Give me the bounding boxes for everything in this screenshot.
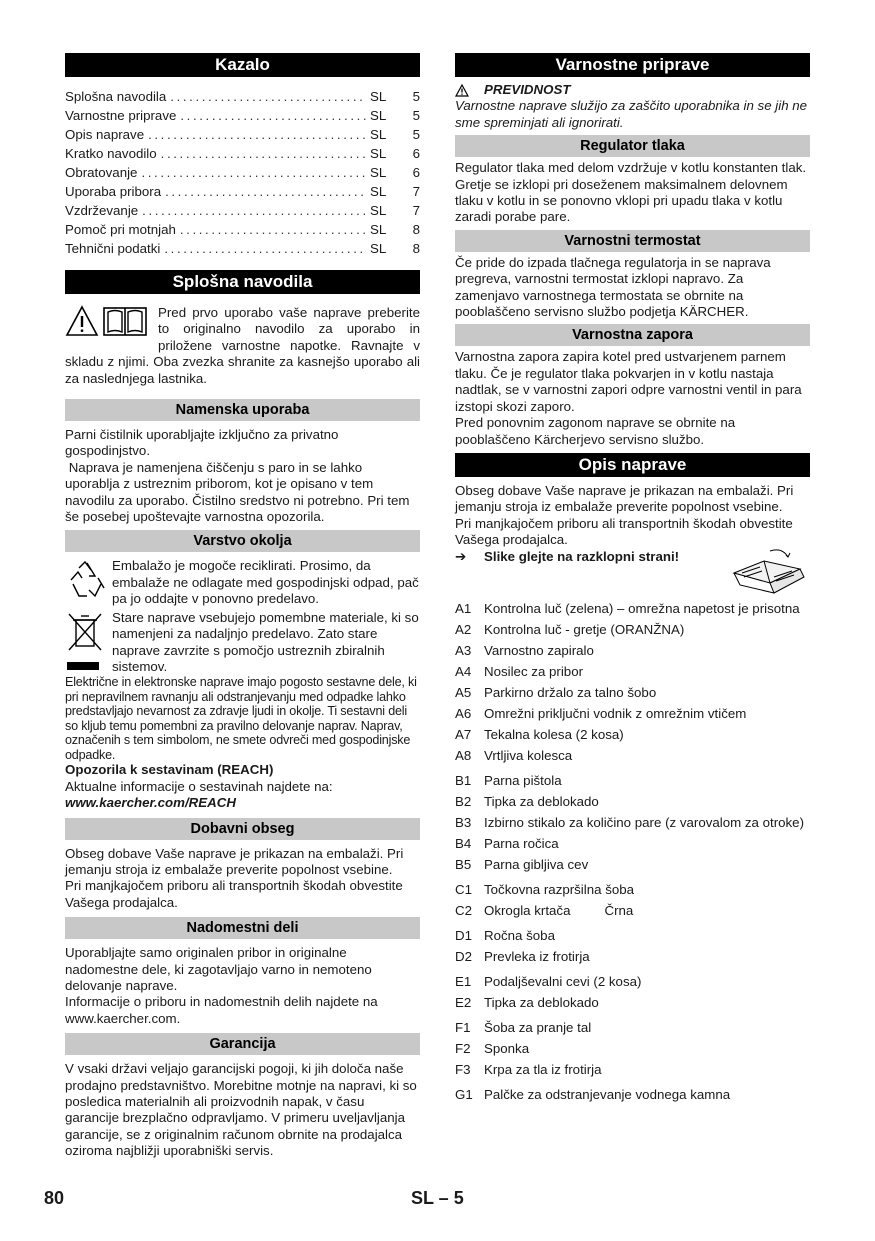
part-item — [455, 903, 810, 924]
part-item — [455, 727, 810, 748]
part-code: A7 — [455, 726, 472, 742]
part-text — [484, 706, 810, 727]
part-label: Parna ročica — [484, 835, 559, 851]
intended-use-text-2: Naprava je namenjena čiščenju s paro in se lahko uporablja z ustreznim priborom, kot je opisano v tem navodilu za uporabo. Čistilno sredstvo ni potrebno. Pri tem še posebej upoštevajte varnostna opozorila. — [65, 459, 414, 525]
table-of-contents — [65, 89, 420, 260]
part-item — [455, 836, 810, 857]
part-text — [484, 928, 810, 949]
part-code: C2 — [455, 902, 472, 918]
toc-entry-lang: SL — [370, 184, 387, 199]
thermostat-text: Če pride do izpada tlačnega regulatorja in se naprava pregreva, varnostni termostat izklopi napravo. Za zamenjavo varnostnega termostata se obrnite na pooblaščeno servisno službo podjetja KÄRCHER. — [455, 254, 771, 320]
part-text — [484, 748, 810, 769]
part-label: Sponka — [484, 1040, 530, 1056]
environment-text-1: Embalažo je mogoče reciklirati. Prosimo, da embalaže ne odlagate med gospodinjski odpad, pač pa jo oddajte v ponovno predelavo. — [112, 558, 419, 607]
part-item — [455, 706, 810, 727]
part-text — [484, 727, 810, 748]
part-item — [455, 685, 810, 706]
part-label: Šoba za pranje tal — [484, 1019, 592, 1035]
reach-link[interactable]: www.kaercher.com/REACH — [65, 795, 236, 811]
toc-entry-title: Splošna navodila — [65, 89, 167, 104]
part-extra: Črna — [604, 902, 634, 918]
warranty-heading: Garancija — [65, 1033, 420, 1055]
part-text — [484, 794, 810, 815]
toc-leader-dots — [142, 203, 366, 219]
toc-entry[interactable] — [65, 146, 420, 165]
warranty-text: V vsaki državi veljajo garancijski pogoji, ki jih določa naše prodajno predstavništvo. Morebitne motnje na napravi, ki so posledica materialnih ali proizvodnih napak, v času garancije brezplačno odpravljamo. V primeru uveljavljanja garancije, se z originalnim računom obrnite na prodajalca oziroma najbližji uporabniški servis. — [65, 1061, 417, 1159]
toc-leader-dots — [164, 241, 366, 257]
toc-leader-dots — [170, 89, 366, 105]
toc-leader-dots — [161, 146, 366, 162]
part-item — [455, 949, 810, 970]
fold-out-note: Slike glejte na razklopni strani! — [484, 548, 680, 564]
part-item — [455, 815, 810, 836]
caution-triangle-icon — [455, 84, 469, 97]
part-code: A8 — [455, 747, 472, 763]
toc-entry-page: 7 — [412, 203, 420, 218]
part-code: E1 — [455, 973, 472, 989]
part-label: Nosilec za pribor — [484, 663, 584, 679]
spare-heading: Nadomestni deli — [65, 917, 420, 939]
part-item — [455, 1041, 810, 1062]
part-item — [455, 601, 810, 622]
part-text — [484, 1087, 810, 1108]
part-text — [484, 882, 810, 903]
toc-entry[interactable] — [65, 108, 420, 127]
part-item — [455, 1087, 810, 1108]
caution-label: PREVIDNOST — [484, 82, 571, 97]
part-item — [455, 664, 810, 685]
part-label: Varnostno zapiralo — [484, 642, 594, 658]
part-item — [455, 643, 810, 664]
part-text — [484, 643, 810, 664]
toc-entry-page: 8 — [412, 241, 420, 256]
part-code: F3 — [455, 1061, 471, 1077]
toc-entry-page: 5 — [412, 127, 420, 142]
manual-book-icon — [101, 305, 149, 337]
part-label: Kontrolna luč - gretje (ORANŽNA) — [484, 621, 685, 637]
toc-entry-title: Obratovanje — [65, 165, 138, 180]
part-item — [455, 995, 810, 1016]
part-label: Izbirno stikalo za količino pare (z varovalom za otroke) — [484, 814, 804, 830]
lock-heading: Varnostna zapora — [455, 324, 810, 346]
part-text — [484, 664, 810, 685]
part-label: Palčke za odstranjevanje vodnega kamna — [484, 1086, 731, 1102]
part-code: A5 — [455, 684, 472, 700]
toc-entry-title: Kratko navodilo — [65, 146, 157, 161]
toc-entry-lang: SL — [370, 203, 387, 218]
toc-entry-title: Tehnični podatki — [65, 241, 161, 256]
crossed-bin-icon — [65, 610, 105, 654]
toc-entry-page: 6 — [412, 146, 420, 161]
part-label: Tipka za deblokado — [484, 793, 599, 809]
part-code: G1 — [455, 1086, 473, 1102]
spare-text-2: Informacije o priboru in nadomestnih delih najdete na www.kaercher.com. — [65, 994, 378, 1026]
part-item — [455, 773, 810, 794]
general-intro-text: Pred prvo uporabo vaše naprave preberite to originalno navodilo za uporabo in priložene varnostne napotke. Ravnajte v skladu z njimi. Oba zvezka shranite za kasnejšo uporabo ali za naslednjega lastnika. — [65, 305, 420, 386]
scope-heading: Dobavni obseg — [65, 818, 420, 840]
toc-entry[interactable] — [65, 184, 420, 203]
lock-text-1: Varnostna zapora zapira kotel pred ustvarjenem parnem tlaku. Če je regulator tlaka pokvarjen in v kotlu nastaja nadtlak, se v varnostni zapori odpre varnostni ventil in para izstopi skozi zaporo. — [455, 349, 802, 414]
regulator-heading: Regulator tlaka — [455, 135, 810, 157]
part-label: Parna gibljiva cev — [484, 856, 589, 872]
toc-leader-dots — [180, 108, 366, 124]
part-label: Parna pištola — [484, 772, 562, 788]
intended-use-text-1: Parni čistilnik uporabljajte izključno za privatno gospodinjstvo. — [65, 427, 339, 459]
part-text — [484, 1062, 810, 1083]
part-label: Okrogla krtača — [484, 902, 571, 918]
general-heading: Splošna navodila — [65, 270, 420, 294]
toc-entry-page: 6 — [412, 165, 420, 180]
arrow-icon: ➔ — [455, 548, 467, 564]
part-code: C1 — [455, 881, 472, 897]
bin-bar — [67, 662, 99, 670]
toc-entry-title: Varnostne priprave — [65, 108, 177, 123]
toc-entry-lang: SL — [370, 222, 387, 237]
part-code: F1 — [455, 1019, 471, 1035]
toc-entry-lang: SL — [370, 89, 387, 104]
part-code: E2 — [455, 994, 472, 1010]
device-text-2: Pri manjkajočem priboru ali transportnih škodah obvestite Vašega prodajalca. — [455, 515, 793, 548]
part-text — [484, 601, 810, 622]
part-item — [455, 857, 810, 878]
toc-entry[interactable] — [65, 241, 420, 260]
part-text — [484, 857, 810, 878]
part-text — [484, 903, 810, 924]
part-text — [484, 1041, 810, 1062]
part-text — [484, 685, 810, 706]
part-label: Parkirno držalo za talno šobo — [484, 684, 657, 700]
left-column — [65, 53, 420, 1160]
part-label: Ročna šoba — [484, 927, 555, 943]
toc-entry-title: Uporaba pribora — [65, 184, 162, 199]
environment-heading: Varstvo okolja — [65, 530, 420, 552]
toc-entry[interactable] — [65, 127, 420, 146]
environment-text-3: Električne in elektronske naprave imajo pogosto sestavne dele, ki pri nepravilnem ravnanju ali odstranjevanju med odpadke lahko predstavljajo nevarnost za zdravje ljudi in okolje. Ti sestavni deli so kljub temu pomembni za pravilno delovanje naprav. Naprav, označenih s tem simbolom, ne smete odvreči med gospodinjske odpadke. — [65, 675, 417, 762]
part-text — [484, 622, 810, 643]
part-item — [455, 1020, 810, 1041]
toc-entry-page: 8 — [412, 222, 420, 237]
part-text — [484, 773, 810, 794]
part-code: F2 — [455, 1040, 471, 1056]
toc-leader-dots — [148, 127, 366, 143]
toc-entry-lang: SL — [370, 146, 387, 161]
safety-heading: Varnostne priprave — [455, 53, 810, 77]
part-label: Tekalna kolesa (2 kosa) — [484, 726, 624, 742]
toc-entry-title: Pomoč pri motnjah — [65, 222, 176, 237]
part-item — [455, 794, 810, 815]
part-text — [484, 815, 810, 836]
toc-entry[interactable] — [65, 203, 420, 222]
toc-leader-dots — [165, 184, 366, 200]
device-text-1: Obseg dobave Vaše naprave je prikazan na embalaži. Pri jemanju stroja iz embalaže preverite popolnost vsebine. — [455, 482, 794, 515]
part-code: B1 — [455, 772, 472, 788]
part-text — [484, 1020, 810, 1041]
part-code: A1 — [455, 600, 472, 616]
toc-entry-title: Vzdrževanje — [65, 203, 139, 218]
toc-leader-dots — [180, 222, 366, 238]
part-text — [484, 836, 810, 857]
part-code: D2 — [455, 948, 472, 964]
part-item — [455, 882, 810, 903]
spare-text-1: Uporabljajte samo originalen pribor in originalne nadomestne dele, ki zagotavljajo varno in nemoteno delovanje naprave. — [65, 945, 372, 993]
toc-entry-lang: SL — [370, 127, 387, 142]
part-code: B5 — [455, 856, 472, 872]
part-label: Vrtljiva kolesca — [484, 747, 573, 763]
part-item — [455, 622, 810, 643]
language-page-label: SL – 5 — [411, 1188, 464, 1208]
part-label: Podaljševalni cevi (2 kosa) — [484, 973, 642, 989]
toc-entry-title: Opis naprave — [65, 127, 145, 142]
toc-entry-lang: SL — [370, 165, 387, 180]
toc-entry-lang: SL — [370, 241, 387, 256]
right-column — [455, 53, 810, 1108]
part-text — [484, 995, 810, 1016]
part-code: A4 — [455, 663, 472, 679]
reach-text: Aktualne informacije o sestavinah najdete na: — [65, 778, 333, 794]
part-label: Tipka za deblokado — [484, 994, 599, 1010]
manual-warning-icons — [65, 305, 155, 338]
environment-text-2: Stare naprave vsebujejo pomembne materiale, ki so namenjeni za nadaljnjo predelavo. Zato stare naprave zavrzite s pomočjo ustreznih zbiralnih sistemov. — [112, 609, 419, 674]
part-code: B3 — [455, 814, 472, 830]
part-item — [455, 748, 810, 769]
part-label: Točkovna razpršilna šoba — [484, 881, 635, 897]
part-label: Prevleka iz frotirja — [484, 948, 590, 964]
part-label: Omrežni priključni vodnik z omrežnim vtičem — [484, 705, 747, 721]
foldout-manual-icon — [730, 547, 810, 597]
toc-leader-dots — [141, 165, 366, 181]
warning-triangle-icon — [65, 305, 99, 337]
scope-text-1: Obseg dobave Vaše naprave je prikazan na embalaži. Pri jemanju stroja iz embalaže preverite popolnost vsebine. — [65, 845, 404, 877]
part-item — [455, 974, 810, 995]
intended-use-heading: Namenska uporaba — [65, 399, 420, 421]
reach-title: Opozorila k sestavinam (REACH) — [65, 762, 274, 778]
part-code: A6 — [455, 705, 472, 721]
caution-text: Varnostne naprave služijo za zaščito uporabnika in se jih ne sme spreminjati ali ignorirati. — [455, 98, 808, 130]
part-item — [455, 928, 810, 949]
general-intro-block — [65, 305, 420, 387]
part-text — [484, 949, 810, 970]
toc-entry[interactable] — [65, 222, 420, 241]
regulator-text: Regulator tlaka med delom vzdržuje v kotlu konstanten tlak. Gretje se izklopi pri doseženem maksimalnem delovnem tlaku v kotlu in se ponovno vklopi pri upadu tlaka v kotlu zaradi porabe pare. — [455, 160, 807, 225]
part-code: B4 — [455, 835, 472, 851]
device-heading: Opis naprave — [455, 453, 810, 477]
toc-entry-page: 5 — [412, 108, 420, 123]
part-label: Krpa za tla iz frotirja — [484, 1061, 602, 1077]
toc-entry-page: 7 — [412, 184, 420, 199]
toc-entry-lang: SL — [370, 108, 387, 123]
part-code: A3 — [455, 642, 472, 658]
part-code: A2 — [455, 621, 472, 637]
thermostat-heading: Varnostni termostat — [455, 230, 810, 252]
part-code: B2 — [455, 793, 472, 809]
part-text — [484, 974, 810, 995]
toc-heading: Kazalo — [65, 53, 420, 77]
toc-entry[interactable] — [65, 89, 420, 108]
part-item — [455, 1062, 810, 1083]
part-label: Kontrolna luč (zelena) – omrežna napetost je prisotna — [484, 600, 800, 616]
recycle-icon — [65, 558, 109, 602]
toc-entry[interactable] — [65, 165, 420, 184]
parts-list — [455, 601, 810, 1108]
page-number: 80 — [44, 1188, 65, 1208]
scope-text-2: Pri manjkajočem priboru ali transportnih škodah obvestite Vašega prodajalca. — [65, 878, 403, 910]
part-code: D1 — [455, 927, 472, 943]
lock-text-2: Pred ponovnim zagonom naprave se obrnite na pooblaščeno Kärcherjevo servisno službo. — [455, 415, 736, 447]
toc-entry-page: 5 — [412, 89, 420, 104]
